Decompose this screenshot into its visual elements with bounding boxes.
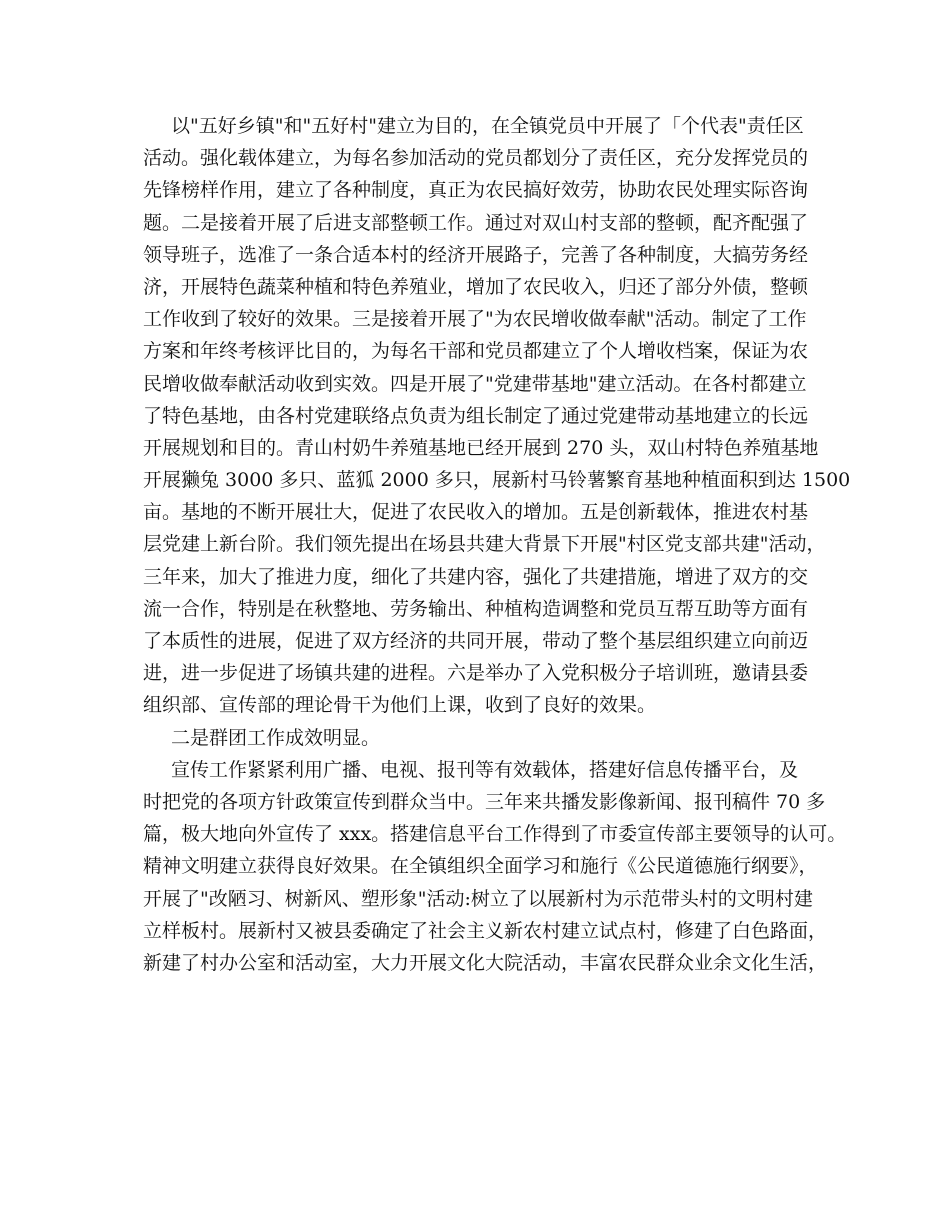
text-line: 工作收到了较好的效果。三是接着开展了"为农民增收做奉献"活动。制定了工作	[143, 308, 807, 331]
text-line: 了特色基地，由各村党建联络点负责为组长制定了通过党建带动基地建立的长远	[143, 404, 809, 427]
section-heading: 二是群团工作成效明显。	[171, 726, 381, 749]
text-line: 立样板村。展新村又被县委确定了社会主义新农村建立试点村，修建了白色路面，	[143, 919, 828, 942]
text-line: 精神文明建立获得良好效果。在全镇组织全面学习和施行《公民道德施行纲要》，	[143, 855, 818, 878]
text-line: 新建了村办公室和活动室，大力开展文化大院活动，丰富农民群众业余文化生活，	[143, 951, 828, 974]
text-line: 活动。强化载体建立，为每名参加活动的党员都划分了责任区，充分发挥党员的	[143, 147, 809, 170]
text-line: 题。二是接着开展了后进支部整顿工作。通过对双山村支部的整顿，配齐配强了	[143, 211, 809, 234]
text-line: 济，开展特色蔬菜种植和特色养殖业，增加了农民收入，归还了部分外债，整顿	[143, 275, 809, 298]
text-line: 流一合作，特别是在秋整地、劳务输出、种植构造调整和党员互帮互助等方面有	[143, 597, 809, 620]
text-line: 开展獭兔 3000 多只、蓝狐 2000 多只，展新村马铃薯繁育基地种植面积到达 1500	[143, 469, 851, 492]
text-line: 方案和年终考核评比目的，为每名干部和党员都建立了个人增收档案，保证为农	[143, 340, 809, 363]
text-line: 三年来，加大了推进力度，细化了共建内容，强化了共建措施，增进了双方的交	[143, 565, 809, 588]
text-line: 层党建上新台阶。我们领先提出在场县共建大背景下开展"村区党支部共建"活动，	[143, 533, 826, 556]
text-line: 开展规划和目的。青山村奶牛养殖基地已经开展到 270 头，双山村特色养殖基地	[143, 436, 819, 459]
text-line: 民增收做奉献活动收到实效。四是开展了"党建带基地"建立活动。在各村都建立	[143, 372, 807, 395]
text-line: 开展了"改陋习、树新风、塑形象"活动:树立了以展新村为示范带头村的文明村建	[143, 887, 813, 910]
text-line: 了本质性的进展，促进了双方经济的共同开展，带动了整个基层组织建立向前迈	[143, 630, 809, 652]
text-line: 进，进一步促进了场镇共建的进程。六是举办了入党积极分子培训班，邀请县委	[143, 662, 809, 685]
text-line: 宣传工作紧紧利用广播、电视、报刊等有效载体，搭建好信息传播平台，及	[171, 758, 799, 781]
text-line: 先锋榜样作用，建立了各种制度，真正为农民搞好效劳，协助农民处理实际咨询	[143, 179, 809, 202]
text-line: 篇，极大地向外宣传了 xxx。搭建信息平台工作得到了市委宣传部主要领导的认可。	[143, 823, 847, 846]
text-line: 时把党的各项方针政策宣传到群众当中。三年来共播发影像新闻、报刊稿件 70 多	[143, 790, 826, 813]
text-line: 亩。基地的不断开展壮大，促进了农民收入的增加。五是创新载体，推进农村基	[143, 501, 809, 524]
document-body	[143, 110, 851, 979]
text-line: 以"五好乡镇"和"五好村"建立为目的，在全镇党员中开展了「个代表"责任区	[171, 115, 804, 137]
text-line: 领导班子，选准了一条合适本村的经济开展路子，完善了各种制度，大搞劳务经	[143, 243, 809, 266]
text-line: 组织部、宣传部的理论骨干为他们上课，收到了良好的效果。	[143, 694, 657, 717]
